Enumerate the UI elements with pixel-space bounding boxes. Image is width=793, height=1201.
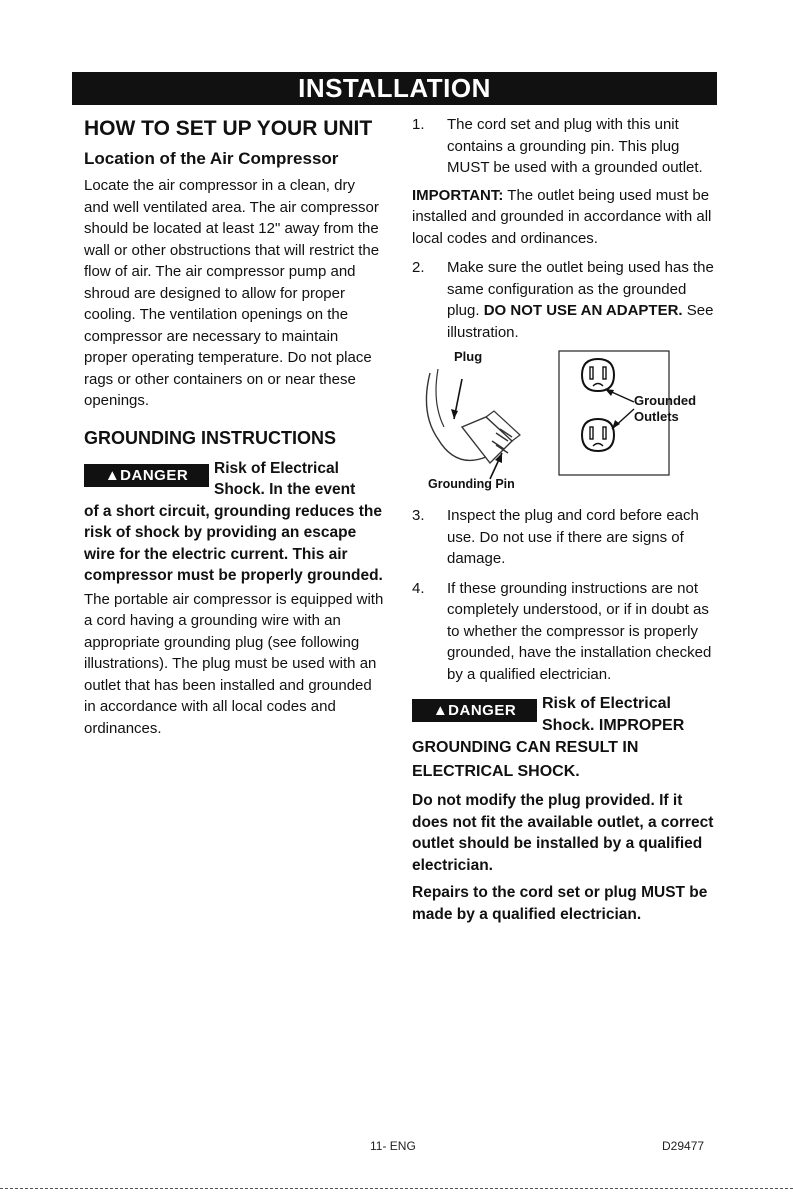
list-item-3 bbox=[412, 505, 722, 570]
grounded-outlets-label bbox=[634, 393, 696, 425]
list-number: 3. bbox=[412, 507, 425, 524]
grounded-outlet-bottom bbox=[582, 419, 614, 451]
adapter-warning: DO NOT USE AN ADAPTER. bbox=[483, 302, 683, 319]
location-paragraph: Locate the air compressor in a clean, dry and well ventilated area. The air compressor should be located at least 12" away from the wall or other obstructions that will restrict the flow of air. The air compressor pump and shroud are designed to allow for proper cooling. The ventilation openings on the compressor are necessary to maintain proper operating temperature. Do not place rags or other containers on or near these openings. bbox=[84, 177, 380, 409]
setup-heading: HOW TO SET UP YOUR UNIT bbox=[84, 117, 373, 140]
list-text: The cord set and plug with this unit contains a grounding pin. This plug MUST be used with a grounded outlet. bbox=[447, 116, 703, 176]
important-note bbox=[412, 185, 722, 250]
danger-body: GROUNDING CAN RESULT IN ELECTRICAL SHOCK. bbox=[412, 739, 639, 780]
modify-warning: Do not modify the plug provided. If it does not fit the available outlet, a correct outlet should be installed by a qualified electrician. bbox=[412, 792, 714, 874]
list-item-2 bbox=[412, 257, 722, 343]
danger-lead: Risk of Electrical Shock. IMPROPER bbox=[542, 695, 685, 734]
danger-badge: ▲DANGER bbox=[412, 699, 537, 722]
list-item-1 bbox=[412, 114, 722, 179]
list-number: 4. bbox=[412, 579, 425, 597]
document-code: D29477 bbox=[662, 1139, 705, 1153]
repairs-warning: Repairs to the cord set or plug MUST be made by a qualified electrician. bbox=[412, 884, 708, 923]
list-item-4 bbox=[412, 578, 722, 686]
list-text-tail: See illustration. bbox=[447, 302, 714, 341]
danger-body: of a short circuit, grounding reduces the risk of shock by providing an escape wire for the electric current. This air compressor must be properly grounded. bbox=[84, 502, 383, 584]
location-heading: Location of the Air Compressor bbox=[84, 149, 339, 168]
section-banner: INSTALLATION bbox=[72, 72, 717, 105]
bottom-dashed-rule bbox=[0, 1188, 793, 1189]
portable-paragraph: The portable air compressor is equipped with a cord having a grounding wire with an appropriate grounding plug (see following illustrations). The plug must be used with an outlet that has been installed and grounded in accordance with all local codes and ordinances. bbox=[84, 590, 384, 737]
left-column bbox=[84, 114, 384, 739]
important-label: IMPORTANT: bbox=[412, 186, 504, 204]
grounding-pin-label: Grounding Pin bbox=[428, 477, 515, 491]
list-number: 2. bbox=[412, 259, 425, 276]
important-text: The outlet being used must be installed and grounded in accordance with all local codes and ordinances. bbox=[412, 186, 712, 247]
danger-warning-2 bbox=[412, 693, 722, 784]
list-number: 1. bbox=[412, 116, 425, 133]
grounded-outlet-top bbox=[582, 359, 614, 391]
plug-outlet-illustration bbox=[422, 349, 722, 497]
grounded-plug-drawing bbox=[426, 369, 520, 463]
danger-lead: Risk of Electrical Shock. In the event bbox=[214, 459, 356, 498]
plug-label: Plug bbox=[454, 349, 483, 364]
grounding-heading: GROUNDING INSTRUCTIONS bbox=[84, 427, 336, 448]
list-text: Inspect the plug and cord before each use. Do not use if there are signs of damage. bbox=[447, 507, 699, 567]
page-number: 11- ENG bbox=[370, 1139, 416, 1153]
list-text: If these grounding instructions are not completely understood, or if in doubt as to whether the compressor is properly grounded, have the installation checked by a qualified electrician. bbox=[447, 579, 712, 683]
danger-warning-1 bbox=[84, 458, 384, 587]
outlets-label-line-1: Grounded bbox=[634, 393, 697, 408]
right-column bbox=[412, 114, 722, 925]
list-text: Make sure the outlet being used has the same configuration as the grounded plug. bbox=[447, 259, 714, 319]
outlets-label-line-2: Outlets bbox=[634, 409, 679, 424]
danger-badge: ▲DANGER bbox=[84, 464, 209, 487]
